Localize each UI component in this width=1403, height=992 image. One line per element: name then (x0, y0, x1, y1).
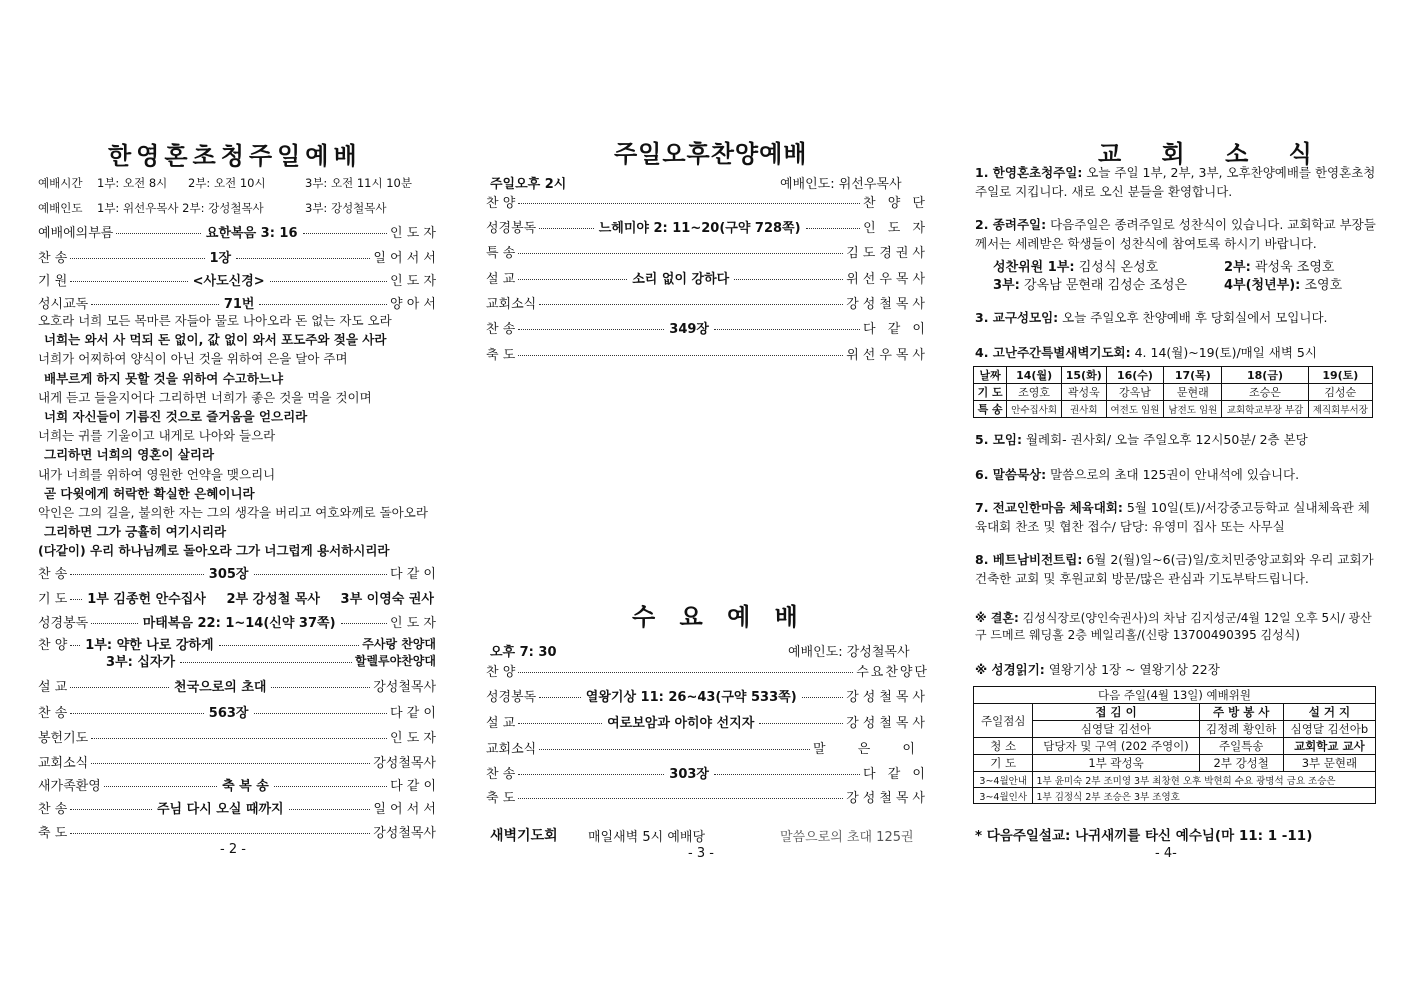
order-row (38, 727, 436, 746)
order-label: 설 교 (38, 680, 68, 695)
order-label: 성경봉독 (38, 616, 89, 631)
sermon-title: 천국으로의 초대 (174, 680, 267, 695)
order-row (38, 293, 436, 312)
service-time-3: 3부: 오전 11시 10분 (305, 176, 412, 190)
table-row: 기 도 조영호 곽성욱 강옥남 문현래 조승은 김성순 (974, 384, 1373, 401)
order-label: 설 교 (486, 272, 516, 287)
order-person: 강성철목사 (846, 297, 929, 312)
order-row (486, 712, 929, 731)
reading-people-line: 곧 다윗에게 허락한 확실한 은혜이니라 (44, 485, 255, 501)
service-leader-12: 1부: 위선우목사 2부: 강성철목사 (97, 201, 264, 215)
order-person: 인 도 자 (390, 616, 436, 631)
page-number: - 3 - (688, 846, 714, 861)
order-row (38, 702, 436, 721)
order-row (486, 242, 929, 261)
service-time-1: 1부: 오전 8시 (97, 176, 168, 190)
order-label: 성시교독 (38, 297, 89, 312)
news-wedding: ※ 결혼: 김성식장로(양인숙권사)의 차남 김지성군/4월 12일 오후 5시/ 광산구 드메르 웨딩홀 2층 베일리홀/(신랑 13700490395 김성식) (975, 611, 1372, 642)
order-person: 다 같 이 (863, 767, 929, 782)
order-person: 일 어 서 서 (373, 802, 436, 817)
order-row (486, 318, 929, 337)
order-label: 찬 송 (486, 322, 516, 337)
order-label: 찬 양 (486, 196, 516, 211)
order-value: 305장 (208, 567, 249, 582)
order-person: 다 같 이 (390, 567, 436, 582)
order-label: 교회소식 (486, 297, 537, 312)
order-row (38, 822, 436, 841)
wednesday-leader: 예배인도: 강성철목사 (788, 645, 910, 660)
order-label: 찬 송 (38, 567, 68, 582)
order-row (486, 217, 929, 236)
dawn-prayer-info: 매일새벽 5시 예배당 (588, 830, 705, 845)
table-row: 기 도 1부 곽성욱 2부 강성철 3부 문현래 (974, 755, 1376, 772)
service-time-label: 예배시간 (38, 176, 83, 190)
news-item-5: 5. 모임: 월례회- 권사회/ 오늘 주일오후 12시50분/ 2층 본당 (975, 432, 1308, 447)
reading-people-line: 배부르게 하지 못할 것을 위하여 수고하느냐 (44, 370, 284, 386)
reading-leader-line: 오호라 너희 모든 목마른 자들아 물로 나아오라 돈 없는 자도 오라 (38, 313, 392, 328)
next-sermon: * 다음주일설교: 나귀새끼를 타신 예수님(마 11: 1 -11) (975, 828, 1313, 844)
order-value: 축 복 송 (222, 779, 269, 794)
order-row (38, 222, 436, 241)
prayer-2: 2부 강성철 목사 (226, 592, 320, 607)
service-leader-3: 3부: 강성철목사 (305, 201, 387, 215)
wednesday-title: 수 요 예 배 (632, 602, 806, 631)
order-person: 강성철목사 (846, 690, 929, 705)
sermon-title: 소리 없이 강하다 (632, 272, 730, 287)
order-person: 위선우목사 (846, 348, 929, 363)
order-value: 563장 (208, 706, 249, 721)
communion-4: 4부(청년부): 조영호 (1224, 278, 1343, 293)
order-person: 양 아 서 (390, 297, 436, 312)
order-value: <사도신경> (192, 274, 265, 289)
communion-3: 3부: 강옥남 문현래 김성순 조성은 (993, 278, 1188, 293)
order-row (486, 268, 929, 287)
order-row (486, 661, 929, 680)
middle-title: 주일오후찬양예배 (614, 139, 808, 168)
news-item-8: 8. 베트남비전트립: 6월 2(월)일~6(금)일/호치민중앙교회와 우리 교회가 건축한 교회 및 후원교회 방문/많은 관심과 기도부탁드립니다. (975, 552, 1374, 586)
table-row: 날짜 14(월) 15(화) 16(수) 17(목) 18(금) 19(토) (974, 367, 1373, 384)
communion-2: 2부: 곽성욱 조영호 (1224, 260, 1335, 275)
order-label: 성경봉독 (486, 221, 537, 236)
order-label: 봉헌기도 (38, 731, 89, 746)
order-person: 인 도 자 (390, 731, 436, 746)
sermon-title: 여로보암과 아히야 선지자 (607, 716, 755, 731)
order-person: 강성철목사 (846, 791, 929, 806)
reading-people-line: 그리하면 그가 긍휼히 여기시리라 (44, 524, 227, 540)
choir-3-name: 할렐루야찬양대 (354, 654, 436, 668)
reading-leader-line: 내가 너희를 위하여 영원한 언약을 맺으리니 (38, 466, 276, 482)
left-title: 한영혼초청주일예배 (108, 141, 362, 170)
order-label: 교회소식 (38, 756, 89, 771)
reading-leader-line: 너희는 귀를 기울이고 내게로 나아와 들으라 (38, 428, 276, 444)
order-value: 349장 (669, 322, 709, 337)
order-person: 찬 양 단 (863, 196, 929, 211)
order-person: 다 같 이 (863, 322, 929, 337)
order-person: 인 도 자 (863, 221, 930, 236)
table-row: 특 송 안수집사회 권사회 여전도 임원 남전도 임원 교회학교부장 부감 제직회부서장 (974, 401, 1373, 418)
order-value: 303장 (669, 767, 709, 782)
order-label: 새가족환영 (38, 779, 101, 794)
order-row (486, 293, 929, 312)
order-person: 다 같 이 (390, 706, 436, 721)
news-item-1: 1. 한영혼초청주일: 오늘 주일 1부, 2부, 3부, 오후찬양예배를 한영혼초청주일로 지킵니다. 새로 오신 분들을 환영합니다. (975, 165, 1376, 199)
wednesday-time: 오후 7: 30 (490, 645, 557, 660)
choir-1-song: 1부: 약한 나로 강하게 (85, 638, 214, 653)
communion-committee: 성찬위원 1부: 김성식 온성호 (993, 260, 1159, 275)
afternoon-time: 주일오후 2시 (490, 177, 567, 192)
order-label: 기 도 (38, 592, 68, 607)
order-value: 1장 (209, 251, 232, 266)
table-row: 3~4월인사 1부 김정식 2부 조승은 3부 조영호 (974, 788, 1376, 804)
order-value: 71번 (223, 297, 255, 312)
order-label: 특 송 (486, 246, 516, 261)
order-row (38, 775, 436, 794)
order-person: 김도경권사 (846, 246, 929, 261)
next-week-duty-table (973, 686, 1376, 804)
order-row (38, 676, 436, 695)
reading-leader-line: 악인은 그의 길을, 불의한 자는 그의 생각을 버리고 여호와께로 돌아오라 (38, 505, 428, 521)
order-row (38, 752, 436, 771)
choir-1-name: 주사랑 찬양대 (362, 637, 436, 651)
table-row: 다음 주일(4월 13일) 예배위원 (974, 687, 1376, 704)
order-row (486, 787, 929, 806)
reading-people-line: 너희 자신들이 기름진 것으로 즐거움을 얻으리라 (44, 409, 308, 425)
order-label: 찬 송 (38, 706, 68, 721)
order-row (38, 612, 436, 631)
reading-all-line: (다같이) 우리 하나님께로 돌아오라 그가 너그럽게 용서하시리라 (38, 543, 390, 559)
service-leader-label: 예배인도 (38, 201, 83, 215)
order-row (486, 192, 929, 211)
order-person: 강성철목사 (846, 716, 929, 731)
order-person: 일 어 서 서 (373, 251, 436, 266)
news-item-4: 4. 고난주간특별새벽기도회: 4. 14(월)~19(토)/매일 새벽 5시 (975, 345, 1317, 360)
order-row (104, 651, 436, 670)
order-person: 인 도 자 (390, 274, 437, 289)
order-row (38, 588, 436, 607)
order-row (486, 763, 929, 782)
reading-people-line: 그리하면 너희의 영혼이 살리라 (44, 447, 215, 463)
order-label: 성경봉독 (486, 690, 537, 705)
order-person: 위선우목사 (846, 272, 930, 287)
order-row (38, 247, 436, 266)
reading-leader-line: 내게 듣고 들을지어다 그리하면 너희가 좋은 것을 먹을 것이며 (38, 389, 372, 405)
order-value: 마태복음 22: 1~14(신약 37쪽) (142, 616, 336, 631)
choir-3-song: 3부: 십자가 (106, 655, 176, 670)
table-row: 청 소 담당자 및 구역 (202 주영이) 주일특송 교회학교 교사 (974, 738, 1376, 755)
order-label: 찬 송 (38, 251, 68, 266)
dawn-prayer-book: 말씀으로의 초대 125권 (780, 830, 914, 845)
table-row: 3~4월안내 1부 윤미숙 2부 조미영 3부 최창현 오후 박현희 수요 광명석 금요 조승은 (974, 772, 1376, 788)
order-person: 강성철목사 (373, 826, 436, 841)
order-label: 찬 양 (486, 665, 516, 680)
order-label: 예배에의부름 (38, 226, 114, 241)
order-value: 열왕기상 11: 26~43(구약 533쪽) (585, 690, 797, 705)
reading-people-line: 너희는 와서 사 먹되 돈 없이, 값 없이 와서 포도주와 젖을 사라 (44, 332, 387, 348)
reading-leader-line: 너희가 어찌하여 양식이 아닌 것을 위하여 은을 달아 주며 (38, 351, 348, 367)
order-value: 주님 다시 오실 때까지 (157, 802, 284, 817)
table-row: 심영달 김선아 김정례 황인하 심영달 김선아b (974, 721, 1376, 738)
order-label: 설 교 (486, 716, 516, 731)
prayer-1: 1부 김종헌 안수집사 (87, 592, 206, 607)
news-item-7: 7. 전교인한마음 체육대회: 5월 10일(토)/서강중고등학교 실내체육관 체육대회 찬조 및 협찬 접수/ 담당: 유영미 집사 또는 사무실 (975, 500, 1370, 534)
order-person: 강성철목사 (373, 756, 436, 771)
order-row (38, 798, 436, 817)
order-person: 다 같 이 (390, 779, 437, 794)
order-label: 기 원 (38, 274, 68, 289)
service-time-2: 2부: 오전 10시 (188, 176, 266, 190)
order-row (486, 738, 929, 757)
prayer-3: 3부 이영숙 권사 (340, 592, 434, 607)
page-number: - 2 - (220, 842, 246, 857)
news-item-3: 3. 교구성모임: 오늘 주일오후 찬양예배 후 당회실에서 모입니다. (975, 310, 1328, 325)
order-row (486, 344, 929, 363)
order-label: 교회소식 (486, 742, 537, 757)
order-person: 강성철목사 (373, 680, 437, 695)
order-label: 찬 송 (38, 802, 68, 817)
news-item-2: 2. 종려주일: 다음주일은 종려주일로 성찬식이 있습니다. 교회학교 부장들께서는 세례받은 학생들이 성찬식에 참여토록 하시기 바랍니다. (975, 217, 1376, 251)
order-value: 요한복음 3: 16 (205, 226, 298, 241)
news-item-6: 6. 말씀묵상: 말씀으로의 초대 125권이 안내석에 있습니다. (975, 467, 1300, 482)
dawn-prayer-label: 새벽기도회 (490, 828, 558, 844)
order-label: 찬 양 (38, 638, 68, 653)
order-person: 수요찬양단 (856, 665, 929, 680)
order-value: 느헤미야 2: 11~20(구약 728쪽) (598, 221, 801, 236)
news-bible-reading: ※ 성경읽기: 열왕기상 1장 ~ 열왕기상 22장 (975, 662, 1220, 677)
order-row (38, 563, 436, 582)
prayer-schedule-table (973, 366, 1373, 418)
order-person: 말 은 이 (813, 742, 929, 757)
page-number: - 4- (1155, 846, 1177, 861)
table-row: 주일점심 접 김 이 주 방 봉 사 설 거 지 (974, 704, 1376, 721)
order-person: 인 도 자 (390, 226, 436, 241)
responsive-reading (38, 311, 428, 561)
right-title: 교 회 소 식 (1098, 139, 1328, 168)
order-row (486, 686, 929, 705)
order-label: 축 도 (38, 826, 68, 841)
order-label: 축 도 (486, 348, 516, 363)
order-label: 축 도 (486, 791, 516, 806)
order-label: 찬 송 (486, 767, 516, 782)
afternoon-leader: 예배인도: 위선우목사 (780, 177, 902, 192)
order-row (38, 270, 436, 289)
